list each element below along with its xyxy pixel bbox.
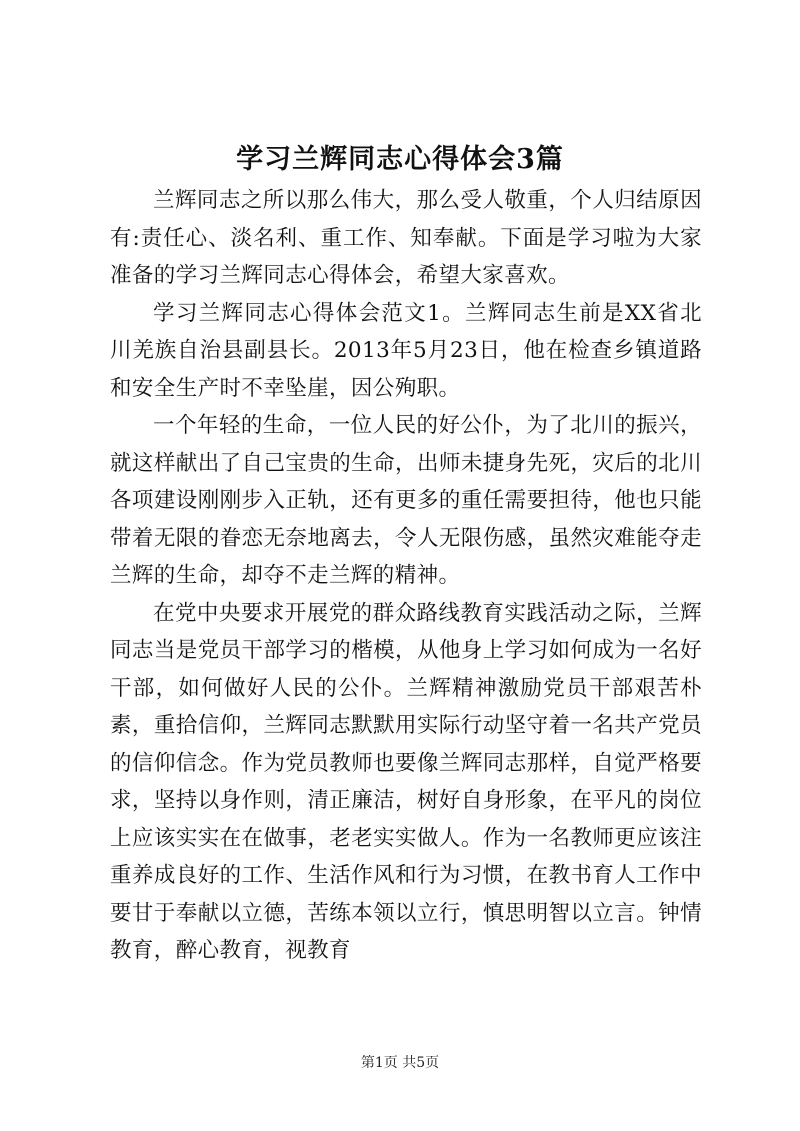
paragraph-example-1: 学习兰辉同志心得体会范文1。兰辉同志生前是XX省北川羌族自治县副县长。2013年5月23日，他在检查乡镇道路和安全生产时不幸坠崖，因公殉职。 <box>110 300 702 401</box>
paragraph-party-education: 在党中央要求开展党的群众路线教育实践活动之际，兰辉同志当是党员干部学习的楷模，从他身上学习如何成为一名好干部，如何做好人民的公仆。兰辉精神激励党员干部艰苦朴素，重拾信仰，兰辉同志默默用实际行动坚守着一名共产党员的信仰信念。作为党员教师也要像兰辉同志那样，自觉严格要求，坚持以身作则，清正廉洁，树好自身形象，在平凡的岗位上应该实实在在做事，老老实实做人。作为一名教师更应该注重养成良好的工作、生活作风和行为习惯，在教书育人工作中要甘于奉献以立德，苦练本领以立行，慎思明智以立言。钟情教育，醉心教育，视教育 <box>110 600 702 963</box>
paragraph-intro: 兰辉同志之所以那么伟大，那么受人敬重，个人归结原因有:责任心、淡名利、重工作、知奉献。下面是学习啦为大家准备的学习兰辉同志心得体会，希望大家喜欢。 <box>110 188 702 288</box>
document-body <box>110 182 702 970</box>
document-title: 学习兰辉同志心得体会3篇 <box>236 144 564 175</box>
page-number-footer: 第1页 共5页 <box>360 1055 440 1071</box>
paragraph-young-life: 一个年轻的生命，一位人民的好公仆，为了北川的振兴，就这样献出了自己宝贵的生命，出师未捷身先死，灾后的北川各项建设刚刚步入正轨，还有更多的重任需要担待，他也只能带着无限的眷恋无奈地离去，令人无限伤感，虽然灾难能夺走兰辉的生命，却夺不走兰辉的精神。 <box>110 413 702 588</box>
